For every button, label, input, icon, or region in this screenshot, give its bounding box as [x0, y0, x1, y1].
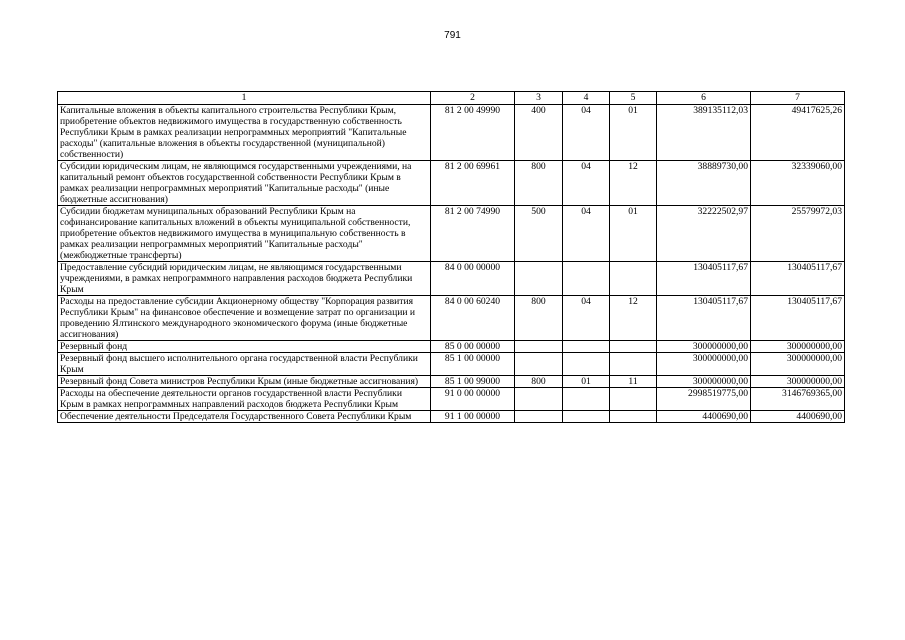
expense-type-code: 800: [515, 296, 563, 341]
subsection-code: 01: [610, 206, 657, 262]
amount-year-2: 25579972,03: [751, 206, 845, 262]
amount-year-1: 300000000,00: [657, 341, 751, 353]
target-article-code: 84 0 00 00000: [431, 262, 515, 296]
amount-year-1: 300000000,00: [657, 353, 751, 376]
expense-type-code: [515, 353, 563, 376]
amount-year-1: 32222502,97: [657, 206, 751, 262]
amount-year-2: 300000000,00: [751, 376, 845, 388]
amount-year-1: 2998519775,00: [657, 388, 751, 411]
page-number: 791: [444, 30, 461, 41]
subsection-code: [610, 353, 657, 376]
section-code: [563, 341, 610, 353]
expense-type-code: 500: [515, 206, 563, 262]
section-code: 04: [563, 161, 610, 206]
table-row: [58, 296, 845, 341]
section-code: [563, 388, 610, 411]
amount-year-2: 32339060,00: [751, 161, 845, 206]
table-row: [58, 353, 845, 376]
section-code: [563, 353, 610, 376]
subsection-code: 01: [610, 105, 657, 161]
amount-year-2: 300000000,00: [751, 341, 845, 353]
column-header-4: 4: [563, 92, 610, 105]
expense-name: Предоставление субсидий юридическим лицам, не являющимся государственными учреждениями, в рамках непрограммного направления расходов бюджета Республики Крым: [58, 262, 431, 296]
table-header-row: [58, 92, 845, 105]
expense-type-code: [515, 388, 563, 411]
target-article-code: 91 1 00 00000: [431, 411, 515, 423]
column-header-7: 7: [751, 92, 845, 105]
expense-name: Резервный фонд: [58, 341, 431, 353]
column-header-6: 6: [657, 92, 751, 105]
table-row: [58, 388, 845, 411]
target-article-code: 85 0 00 00000: [431, 341, 515, 353]
column-header-1: 1: [58, 92, 431, 105]
target-article-code: 85 1 00 00000: [431, 353, 515, 376]
expense-name: Резервный фонд Совета министров Республики Крым (иные бюджетные ассигнования): [58, 376, 431, 388]
subsection-code: [610, 341, 657, 353]
subsection-code: [610, 388, 657, 411]
amount-year-2: 49417625,26: [751, 105, 845, 161]
budget-table: [57, 91, 845, 423]
target-article-code: 84 0 00 60240: [431, 296, 515, 341]
subsection-code: 12: [610, 161, 657, 206]
target-article-code: 81 2 00 74990: [431, 206, 515, 262]
amount-year-2: 4400690,00: [751, 411, 845, 423]
table-row: [58, 161, 845, 206]
expense-name: Субсидии юридическим лицам, не являющимся государственными учреждениями, на капитальный ремонт объектов государственной собственности Республики Крым в рамках реализации непрограммных мероприятий "Капитальные расходы" (иные бюджетные ассигнования): [58, 161, 431, 206]
expense-type-code: [515, 262, 563, 296]
expense-name: Субсидии бюджетам муниципальных образований Республики Крым на софинансирование капитальных вложений в объекты муниципальной собственности, приобретение объектов недвижимого имущества в муниципальную собственность в рамках реализации непрограммных мероприятий "Капитальные расходы" (межбюджетные трансферты): [58, 206, 431, 262]
table-row: [58, 206, 845, 262]
expense-type-code: 800: [515, 161, 563, 206]
expense-name: Резервный фонд высшего исполнительного органа государственной власти Республики Крым: [58, 353, 431, 376]
subsection-code: 12: [610, 296, 657, 341]
section-code: [563, 262, 610, 296]
table-row: [58, 341, 845, 353]
expense-type-code: 400: [515, 105, 563, 161]
expense-name: Капитальные вложения в объекты капитального строительства Республики Крым, приобретение объектов недвижимого имущества в государственную собственность Республики Крым в рамках реализации непрограммных мероприятий "Капитальные расходы" (капитальные вложения в объекты государственной (муниципальной) собственности): [58, 105, 431, 161]
expense-type-code: [515, 341, 563, 353]
target-article-code: 85 1 00 99000: [431, 376, 515, 388]
target-article-code: 81 2 00 49990: [431, 105, 515, 161]
amount-year-1: 130405117,67: [657, 296, 751, 341]
amount-year-1: 38889730,00: [657, 161, 751, 206]
column-header-3: 3: [515, 92, 563, 105]
subsection-code: [610, 262, 657, 296]
expense-name: Обеспечение деятельности Председателя Государственного Совета Республики Крым: [58, 411, 431, 423]
column-header-5: 5: [610, 92, 657, 105]
expense-name: Расходы на предоставление субсидии Акционерному обществу "Корпорация развития Республики Крым" на финансовое обеспечение и возмещение затрат по организации и проведению Ялтинского международного экономического форума (иные бюджетные ассигнования): [58, 296, 431, 341]
amount-year-1: 300000000,00: [657, 376, 751, 388]
subsection-code: 11: [610, 376, 657, 388]
table-row: [58, 105, 845, 161]
target-article-code: 81 2 00 69961: [431, 161, 515, 206]
expense-type-code: [515, 411, 563, 423]
table-row: [58, 376, 845, 388]
amount-year-2: 130405117,67: [751, 262, 845, 296]
amount-year-2: 3146769365,00: [751, 388, 845, 411]
target-article-code: 91 0 00 00000: [431, 388, 515, 411]
section-code: 04: [563, 296, 610, 341]
amount-year-1: 130405117,67: [657, 262, 751, 296]
table-row: [58, 262, 845, 296]
amount-year-1: 389135112,03: [657, 105, 751, 161]
expense-type-code: 800: [515, 376, 563, 388]
subsection-code: [610, 411, 657, 423]
column-header-2: 2: [431, 92, 515, 105]
section-code: [563, 411, 610, 423]
amount-year-2: 130405117,67: [751, 296, 845, 341]
table-row: [58, 411, 845, 423]
amount-year-2: 300000000,00: [751, 353, 845, 376]
section-code: 04: [563, 105, 610, 161]
section-code: 04: [563, 206, 610, 262]
expense-name: Расходы на обеспечение деятельности органов государственной власти Республики Крым в рамках непрограммных направлений расходов бюджета Республики Крым: [58, 388, 431, 411]
amount-year-1: 4400690,00: [657, 411, 751, 423]
section-code: 01: [563, 376, 610, 388]
